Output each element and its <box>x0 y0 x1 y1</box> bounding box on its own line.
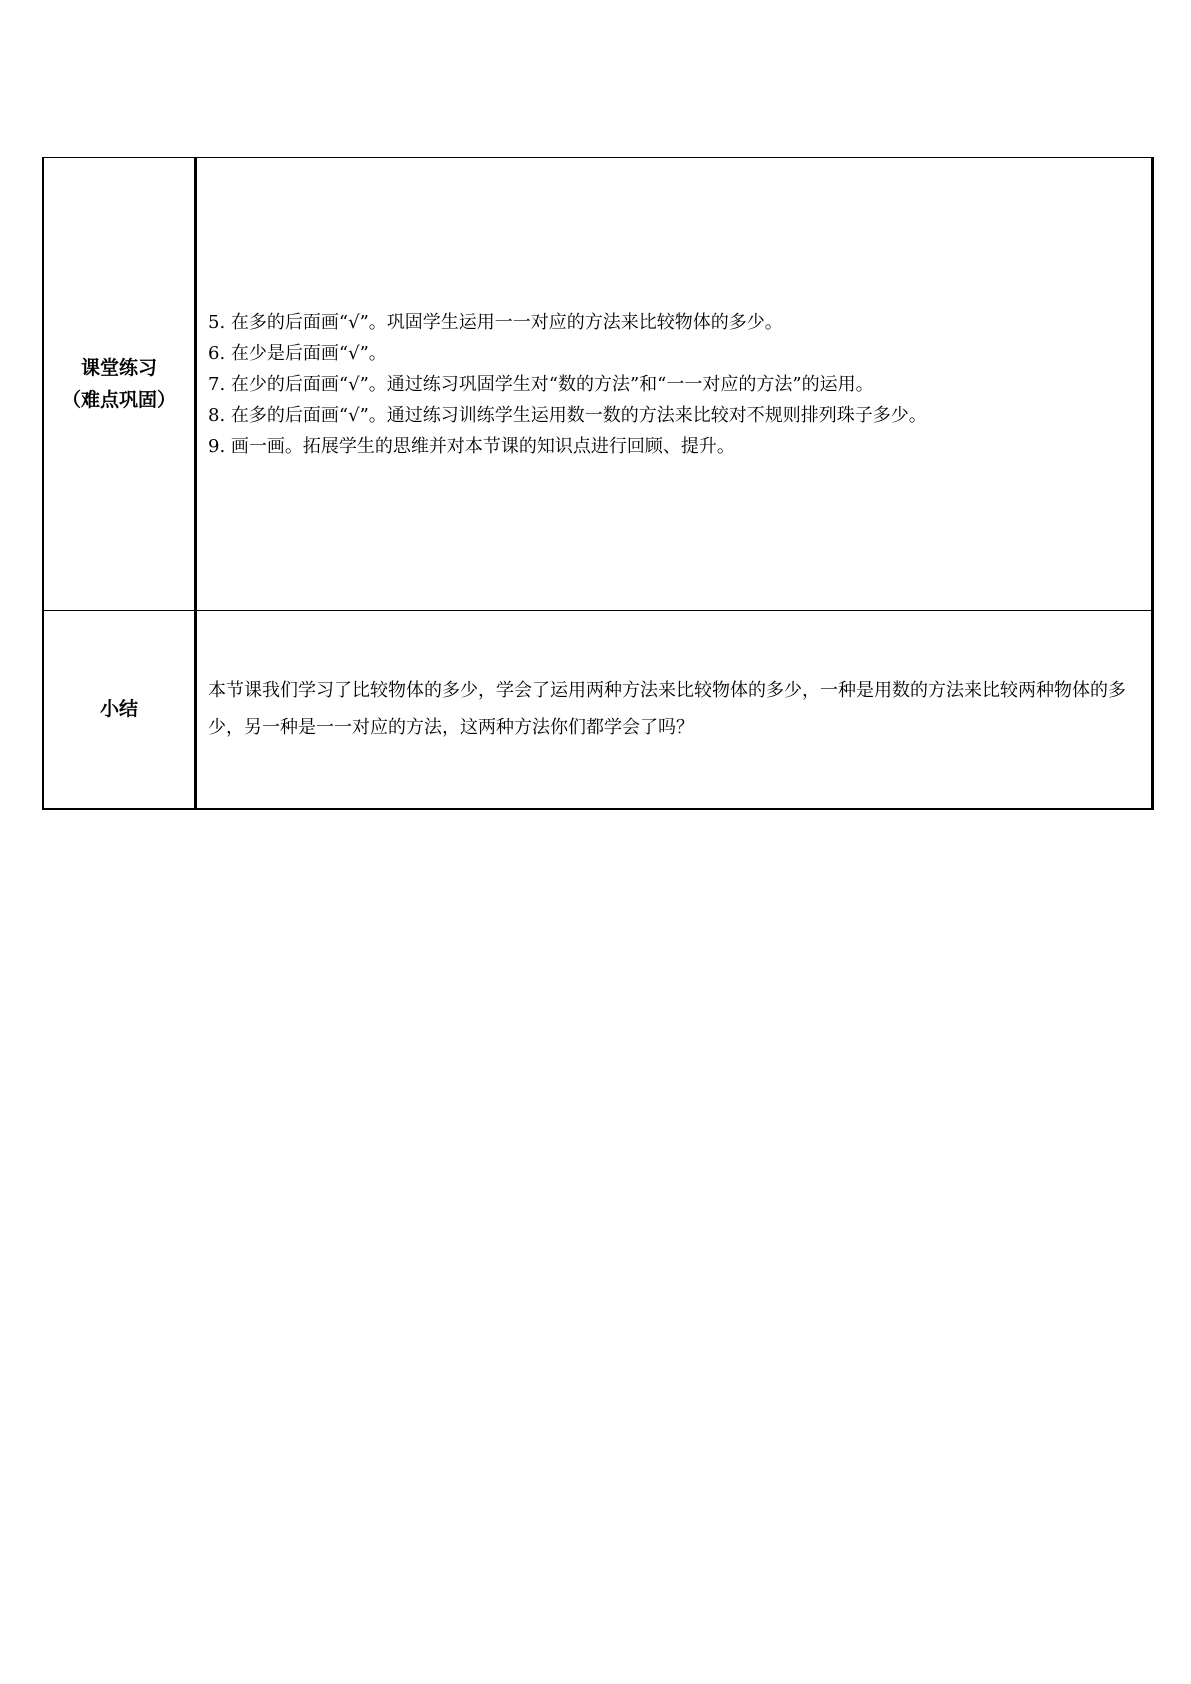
practice-item: 6. 在少是后面画“√”。 <box>208 342 387 364</box>
table-row-classroom-practice <box>43 158 1153 611</box>
practice-item: 5. 在多的后面画“√”。巩固学生运用一一对应的方法来比较物体的多少。 <box>208 311 783 333</box>
table-row-summary <box>43 611 1153 809</box>
label-line: 课堂练习 <box>80 357 157 379</box>
practice-item: 7. 在少的后面画“√”。通过练习巩固学生对“数的方法”和“一一对应的方法”的运用。 <box>208 373 874 395</box>
summary-content <box>196 611 1153 809</box>
label-line: （难点巩固） <box>61 389 176 411</box>
row-label-classroom-practice <box>43 158 196 611</box>
practice-content <box>196 158 1153 611</box>
summary-text: 本节课我们学习了比较物体的多少，学会了运用两种方法来比较物体的多少，一种是用数的方法来比较两种物体的多少，另一种是一一对应的方法，这两种方法你们都学会了吗？ <box>208 680 1126 739</box>
practice-item: 9. 画一画。拓展学生的思维并对本节课的知识点进行回顾、提升。 <box>208 435 735 457</box>
practice-item: 8. 在多的后面画“√”。通过练习训练学生运用数一数的方法来比较对不规则排列珠子多少。 <box>208 404 927 426</box>
row-label-summary: 小结 <box>43 611 196 809</box>
lesson-plan-table <box>42 157 1154 810</box>
